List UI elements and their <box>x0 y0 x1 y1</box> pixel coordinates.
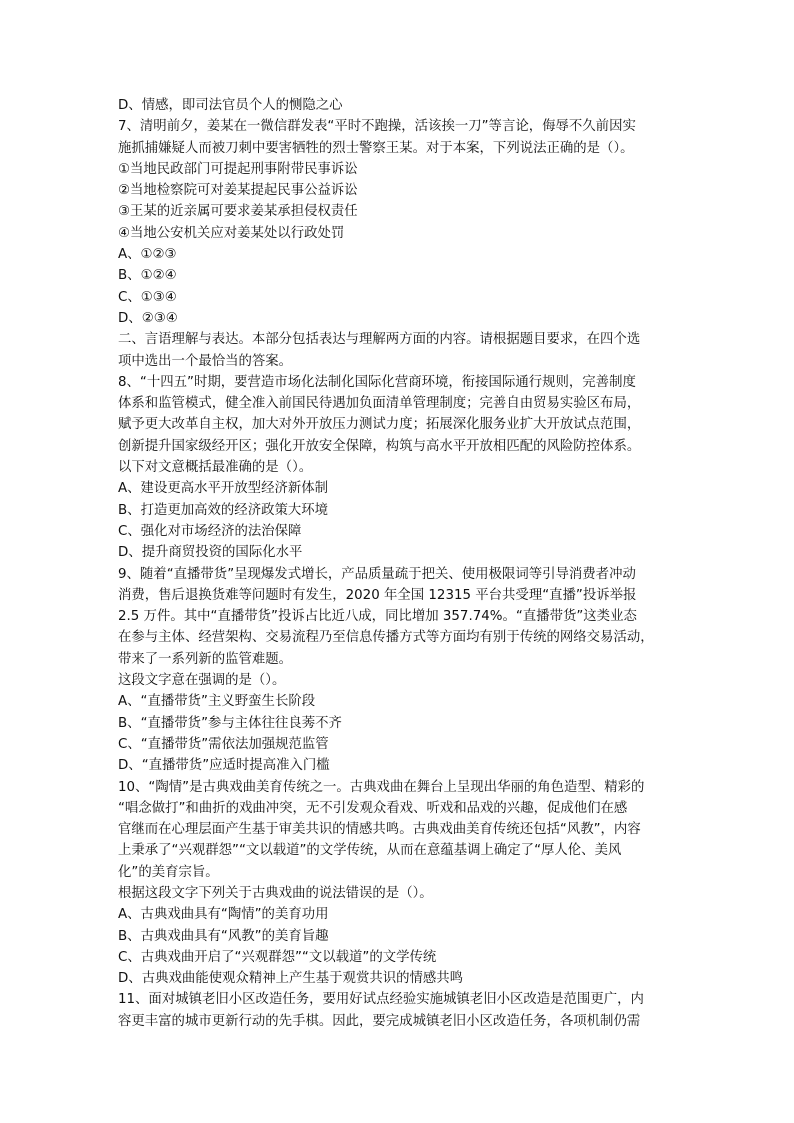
text-line: C、强化对市场经济的法治保障 <box>118 523 302 539</box>
text-line: 官继而在心理层面产生基于审美共识的情感共鸣。古典戏曲美育传统还包括“风教”，内容 <box>118 822 641 838</box>
text-line: 8、“十四五”时期，要营造市场化法制化国际化营商环境，衔接国际通行规则，完善制度 <box>118 374 636 390</box>
text-line: C、①③④ <box>118 289 177 305</box>
text-line: C、古典戏曲开启了“兴观群怨”“文以载道”的文学传统 <box>118 949 437 965</box>
text-line: “唱念做打”和曲折的戏曲冲突，无不引发观众看戏、听戏和品戏的兴趣，促成他们在感 <box>118 800 628 816</box>
text-line: A、古典戏曲具有“陶情”的美育功用 <box>118 907 329 923</box>
text-line: ②当地检察院可对姜某提起民事公益诉讼 <box>118 183 358 199</box>
text-line: D、②③④ <box>118 310 178 326</box>
text-line: D、情感，即司法官员个人的恻隐之心 <box>118 98 343 113</box>
text-line: ①当地民政部门可提起刑事附带民事诉讼 <box>118 161 358 177</box>
text-line: 二、言语理解与表达。本部分包括表达与理解两方面的内容。请根据题目要求，在四个选 <box>118 332 641 348</box>
text-line: 项中选出一个最恰当的答案。 <box>118 353 293 369</box>
text-line: 10、“陶情”是古典戏曲美育传统之一。古典戏曲在舞台上呈现出华丽的角色造型、精彩的 <box>118 779 645 795</box>
text-line: C、“直播带货”需依法加强规范监管 <box>118 736 329 752</box>
text-line: 2.5 万件。其中“直播带货”投诉占比近八成，同比增加 357.74%。“直播带货”这类业态 <box>118 609 637 625</box>
text-line: 根据这段文字下列关于古典戏曲的说法错误的是（）。 <box>118 885 433 901</box>
text-line: 带来了一系列新的监管难题。 <box>118 651 293 667</box>
text-line: D、古典戏曲能使观众精神上产生基于观赏共识的情感共鸣 <box>118 971 464 987</box>
text-line: 施抓捕嫌疑人而被刀刺中要害牺牲的烈士警察王某。对于本案，下列说法正确的是（）。 <box>118 140 634 156</box>
text-line: 上秉承了“兴观群怨”“文以载道”的文学传统，从而在意蕴基调上确定了“厚人伦、美风 <box>118 843 622 859</box>
text-line: 11、面对城镇老旧小区改造任务，要用好试点经验实施城镇老旧小区改造是范围更广，内 <box>118 992 644 1008</box>
text-line: D、提升商贸投资的国际化水平 <box>118 545 303 561</box>
text-line: 在参与主体、经营架构、交易流程乃至信息传播方式等方面均有别于传统的网络交易活动， <box>118 630 654 646</box>
text-line: 消费，售后退换货难等问题时有发生，2020 年全国 12315 平台共受理“直播”投诉举报 <box>118 587 637 603</box>
text-line: A、①②③ <box>118 247 177 263</box>
text-line: A、“直播带货”主义野蛮生长阶段 <box>118 694 316 710</box>
text-line: A、建设更高水平开放型经济新体制 <box>118 481 329 497</box>
text-line: B、古典戏曲具有“风教”的美育旨趣 <box>118 928 329 944</box>
text-line: 以下对文意概括最准确的是（）。 <box>118 460 313 476</box>
text-line: 化”的美育宗旨。 <box>118 864 219 880</box>
text-line: 体系和监管模式，健全准入前国民待遇加负面清单管理制度；完善自由贸易实验区布局， <box>118 396 641 412</box>
text-line: 这段文字意在强调的是（）。 <box>118 673 286 689</box>
text-line: B、①②④ <box>118 268 177 284</box>
text-line: 创新提升国家级经开区；强化开放安全保障，构筑与高水平开放相匹配的风险防控体系。 <box>118 438 641 454</box>
text-line: B、“直播带货”参与主体往往良莠不齐 <box>118 715 342 731</box>
text-line: 9、随着“直播带货”呈现爆发式增长，产品质量疏于把关、使用极限词等引导消费者冲动 <box>118 566 636 582</box>
text-line: 赋予更大改革自主权，加大对外开放压力测试力度；拓展深化服务业扩大开放试点范围， <box>118 417 641 433</box>
text-line: D、“直播带货”应适时提高准入门槛 <box>118 758 330 774</box>
text-line: B、打造更加高效的经济政策大环境 <box>118 502 329 518</box>
document-body <box>118 95 678 1032</box>
text-line: 容更丰富的城市更新行动的先手棋。因此，要完成城镇老旧小区改造任务，各项机制仍需 <box>118 1013 641 1029</box>
text-line: 7、清明前夕，姜某在一微信群发表“平时不跑操，活该挨一刀”等言论，侮辱不久前因实 <box>118 119 636 135</box>
text-line: ④当地公安机关应对姜某处以行政处罚 <box>118 225 345 241</box>
text-line: ③王某的近亲属可要求姜某承担侵权责任 <box>118 204 358 220</box>
